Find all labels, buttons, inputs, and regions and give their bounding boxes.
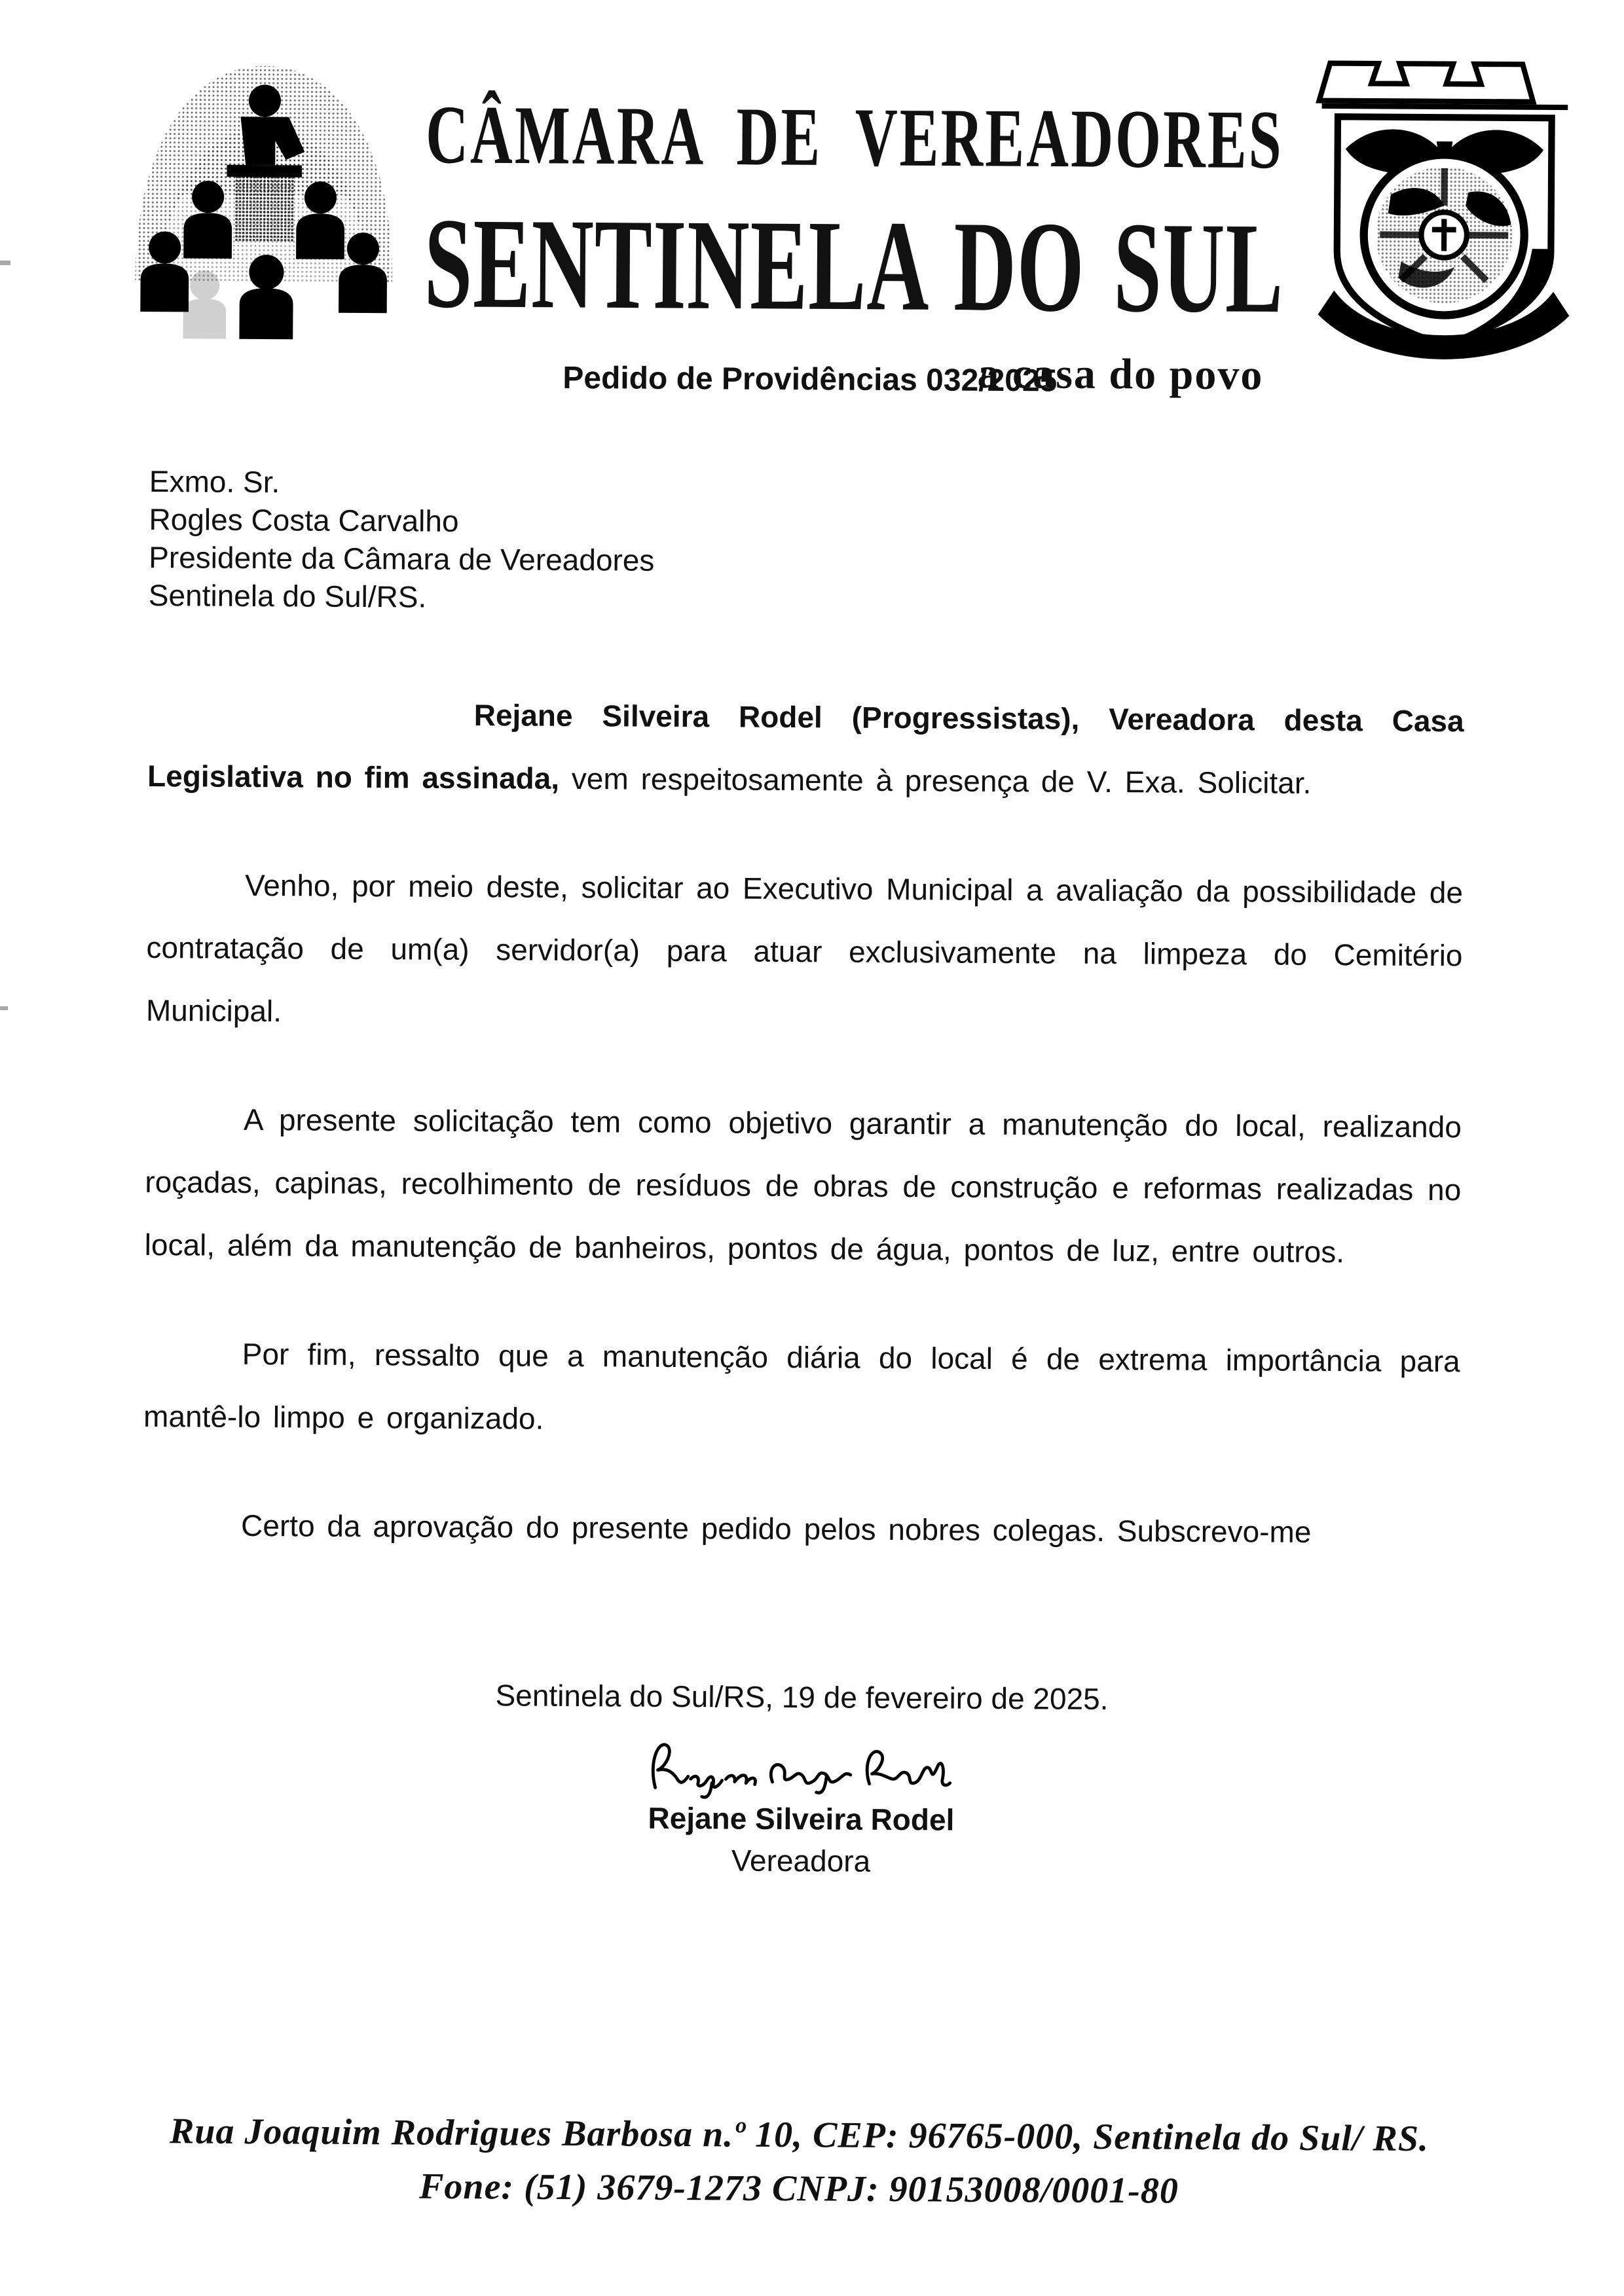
- signature-block: [0, 1722, 1614, 1884]
- council-session-emblem-icon: [116, 46, 413, 343]
- letter-body: [142, 682, 1464, 1610]
- recipient-name: Rogles Costa Carvalho: [149, 502, 459, 538]
- signer-role: Vereadora: [731, 1843, 871, 1878]
- letterhead: [116, 46, 1539, 402]
- coat-of-arms-icon: [1297, 47, 1593, 357]
- recipient-block: [149, 462, 1464, 622]
- recipient-title: Presidente da Câmara de Vereadores: [149, 540, 655, 577]
- intro-bold-text: Rejane Silveira Rodel (Progressistas), Vereadora desta Casa Legislativa no fim assinada,: [147, 698, 1464, 795]
- paragraph-objective: A presente solicitação tem como objetivo garantir a manutenção do local, realizando roçadas, capinas, recolhimento de resíduos de obras de construção e reformas realizadas no local, além da manutenção de banheiros, pontos de água, pontos de luz, entre outros.: [144, 1102, 1462, 1269]
- coat-of-arms-graphic: [1296, 47, 1593, 370]
- handwritten-signature: [638, 1726, 966, 1806]
- org-line1: CÂMARA DE VEREADORES: [426, 89, 1284, 187]
- footer-address: Rua Joaquim Rodrigues Barbosa n.º 10, CEP: 96765-000, Sentinela do Sul/ RS.: [169, 2111, 1430, 2160]
- recipient-salutation: Exmo. Sr.: [149, 464, 280, 500]
- letterhead-titles: [411, 48, 1299, 400]
- paragraph-closing: Certo da aprovação do presente pedido pelos nobres colegas. Subscrevo-me: [240, 1508, 1312, 1549]
- footer-phone-cnpj: Fone: (51) 3679-1273 CNPJ: 90153008/0001-80: [418, 2166, 1179, 2212]
- org-tagline: a casa do povo: [977, 349, 1264, 399]
- signer-name: Rejane Silveira Rodel: [648, 1800, 955, 1837]
- document-subject: Pedido de Providências 032/2025: [563, 360, 1058, 399]
- intro-paragraph: [147, 682, 1464, 815]
- intro-regular-text: vem respeitosamente à presença de V. Exa. Solicitar.: [559, 761, 1312, 800]
- org-name: SENTINELA DO SUL: [424, 191, 1285, 340]
- paragraph-request: Venho, por meio deste, solicitar ao Executivo Municipal a avaliação da possibilidade de contratação de um(a) servidor(a) para atuar exclusivamente na limpeza do Cemitério Municipal.: [145, 867, 1464, 1029]
- council-session-emblem-graphic: [116, 46, 413, 343]
- letterhead-footer: [0, 2104, 1612, 2221]
- paragraph-importance: Por fim, ressalto que a manutenção diária do local é de extrema importância para mantê-lo limpo e organizado.: [143, 1336, 1460, 1436]
- recipient-city: Sentinela do Sul/RS.: [148, 578, 427, 614]
- date-place-line: Sentinela do Sul/RS, 19 de fevereiro de 2025.: [495, 1678, 1109, 1717]
